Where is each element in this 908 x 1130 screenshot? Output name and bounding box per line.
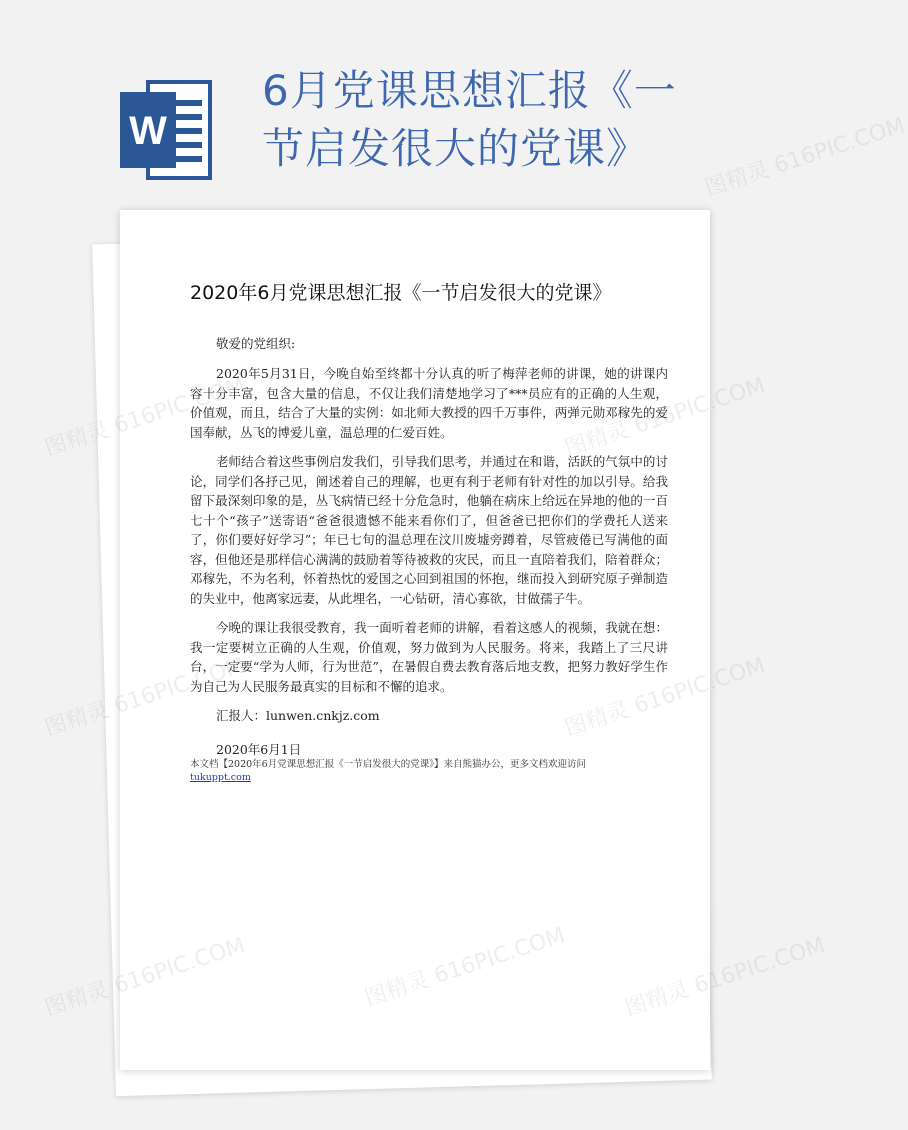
reporter-line: 汇报人：lunwen.cnkjz.com xyxy=(216,708,380,723)
paragraph-1: 2020年5月31日，今晚自始至终都十分认真的听了梅萍老师的讲课，她的讲课内容十分丰富，包含大量的信息，不仅让我们清楚地学习了***员应有的正确的人生观，价值观，而且，结合了大量的实例：如北师大教授的四千万事件，两弹元勋邓稼先的爱国奉献，丛飞的博爱儿童，温总理的仁爱百姓。 xyxy=(190,366,668,440)
word-document-icon xyxy=(118,78,214,182)
footer-note xyxy=(190,758,660,784)
word-icon-letter: W xyxy=(129,109,167,153)
document-content xyxy=(190,280,668,770)
footer-link[interactable]: tukuppt.com xyxy=(190,772,251,783)
page-header xyxy=(0,0,800,220)
watermark: 图精灵 xyxy=(41,417,113,462)
document-page xyxy=(120,210,710,1070)
report-date: 2020年6月1日 xyxy=(216,742,302,757)
watermark: 图精灵 616PIC.COM xyxy=(701,113,908,202)
document-banner-title xyxy=(262,62,782,178)
banner-title-line-2: 节启发很大的党课》 xyxy=(262,124,650,173)
paragraph-2: 老师结合着这些事例启发我们，引导我们思考，并通过在和谐，活跃的气氛中的讨论，同学们各抒己见，阐述着自己的理解，也更有利于老师有针对性的加以引导。给我留下最深刻印象的是，丛飞病情已经十分危急时，他躺在病床上给远在异地的他的一百七十个“孩子”送寄语“爸爸很遗憾不能来看你们了，但爸爸已把你们的学费托人送来了，你们要好好学习”；年已七旬的温总理在汶川废墟旁蹲着，尽管疲倦已写满他的面容，但他还是那样信心满满的鼓励着等待被救的灾民，而且一直陪着我们，陪着群众；邓稼先，不为名利，怀着热忱的爱国之心回到祖国的怀抱，继而投入到研究原子弹制造的失业中，他离家远妻，从此埋名，一心钻研，清心寡欲，甘做孺子牛。 xyxy=(190,454,668,606)
banner-title-line-1: 6月党课思想汇报《一 xyxy=(262,66,677,115)
watermark: 图精灵 xyxy=(41,697,113,742)
paragraph-3: 今晚的课让我很受教育，我一面听着老师的讲解，看着这感人的视频，我就在想：我一定要树立正确的人生观，价值观，努力做到为人民服务。将来，我踏上了三尺讲台，一定要“学为人师，行为世范”，在暑假自费去教育落后地支教，把努力教好学生作为自己为人民服务最真实的目标和不懈的追求。 xyxy=(190,620,668,694)
watermark: 图精灵 xyxy=(41,977,113,1022)
watermark: 图精灵 616PIC.COM xyxy=(621,933,829,1022)
footer-note-text: 本文档【2020年6月党课思想汇报《一节启发很大的党课》】来自熊猫办公，更多文档欢迎访问 xyxy=(190,759,586,770)
article-title: 2020年6月党课思想汇报《一节启发很大的党课》 xyxy=(190,282,612,304)
greeting: 敬爱的党组织: xyxy=(216,336,296,351)
